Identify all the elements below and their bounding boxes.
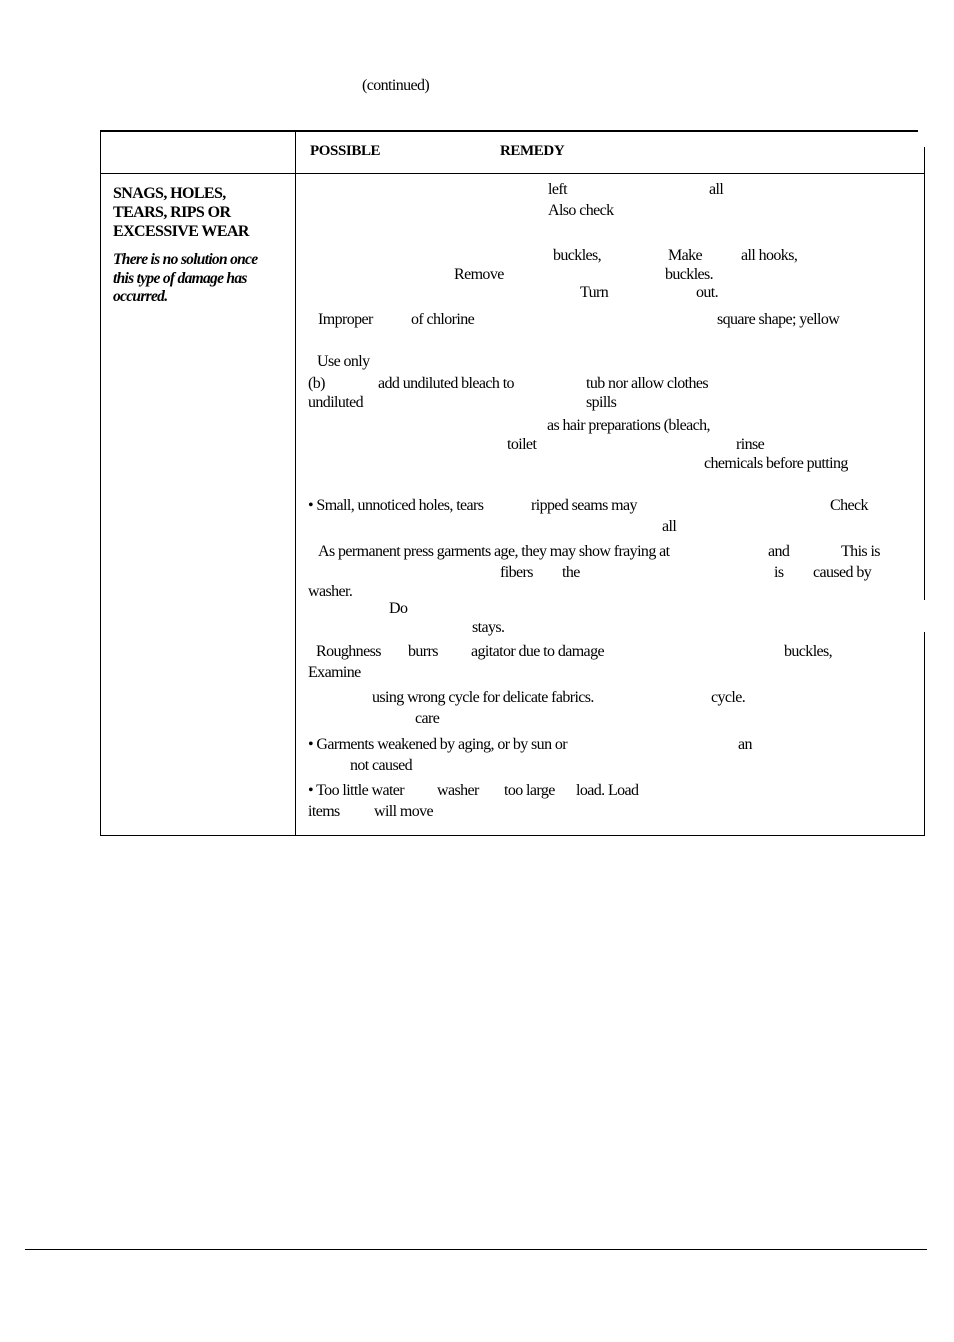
remedy-text-fragment: spills — [586, 394, 617, 411]
remedy-text-fragment: buckles, — [784, 643, 833, 660]
remedy-text-fragment: Also check — [548, 202, 614, 219]
remedy-text-fragment: washer. — [308, 583, 353, 600]
remedy-text-fragment: undiluted — [308, 394, 364, 411]
remedy-text-fragment: rinse — [736, 436, 765, 453]
remedy-text-fragment: too large — [504, 782, 555, 799]
remedy-text-fragment: an — [738, 736, 752, 753]
remedy-text-fragment: • Garments weakened by aging, or by sun or — [308, 736, 567, 753]
remedy-text-fragment: Remove — [454, 266, 504, 283]
problem-title: SNAGS, HOLES, — [113, 185, 226, 202]
remedy-text-fragment: caused by — [813, 564, 872, 581]
problem-title: TEARS, RIPS OR — [113, 204, 231, 221]
remedy-text-fragment: toilet — [507, 436, 537, 453]
remedy-text-fragment: not caused — [350, 757, 412, 774]
remedy-text-fragment: chemicals before putting — [704, 455, 848, 472]
table-bottom-rule — [100, 835, 925, 836]
remedy-text-fragment: washer — [437, 782, 479, 799]
header-remedy: REMEDY — [500, 143, 565, 159]
remedy-text-fragment: fibers — [500, 564, 533, 581]
remedy-text-fragment: Roughness — [316, 643, 381, 660]
remedy-text-fragment: Make — [668, 247, 703, 264]
remedy-text-fragment: Turn — [580, 284, 609, 301]
remedy-text-fragment: Use only — [317, 353, 370, 370]
table-right-border-lower — [924, 632, 925, 836]
remedy-text-fragment: tub nor allow clothes — [586, 375, 709, 392]
remedy-text-fragment: load. Load — [576, 782, 639, 799]
remedy-text-fragment: This is — [841, 543, 880, 560]
remedy-text-fragment: and — [768, 543, 790, 560]
table-right-border — [924, 147, 925, 600]
remedy-text-fragment: out. — [696, 284, 719, 301]
remedy-text-fragment: left — [548, 181, 567, 198]
remedy-text-fragment: • Small, unnoticed holes, tears — [308, 497, 484, 514]
problem-note: occurred. — [113, 288, 168, 305]
problem-title: EXCESSIVE WEAR — [113, 223, 249, 240]
remedy-text-fragment: ripped seams may — [531, 497, 637, 514]
problem-note: this type of damage has — [113, 270, 247, 287]
remedy-text-fragment: Examine — [308, 664, 361, 681]
remedy-text-fragment: stays. — [472, 619, 505, 636]
remedy-text-fragment: items — [308, 803, 340, 820]
remedy-text-fragment: burrs — [408, 643, 438, 660]
remedy-text-fragment: all — [709, 181, 724, 198]
table-top-rule — [100, 130, 918, 132]
remedy-text-fragment: agitator due to damage — [471, 643, 604, 660]
remedy-text-fragment: all hooks, — [741, 247, 798, 264]
remedy-text-fragment: Check — [830, 497, 868, 514]
header-possible: POSSIBLE — [310, 143, 381, 159]
remedy-text-fragment: of chlorine — [411, 311, 475, 328]
remedy-text-fragment: As permanent press garments age, they may show fraying at — [318, 543, 670, 560]
remedy-text-fragment: the — [562, 564, 580, 581]
problem-note: There is no solution once — [113, 251, 258, 268]
remedy-text-fragment: using wrong cycle for delicate fabrics. — [372, 689, 594, 706]
remedy-text-fragment: square shape; yellow — [717, 311, 840, 328]
remedy-text-fragment: buckles. — [665, 266, 714, 283]
remedy-text-fragment: Improper — [318, 311, 373, 328]
remedy-text-fragment: Do — [389, 600, 408, 617]
remedy-text-fragment: will move — [374, 803, 434, 820]
table-column-divider — [295, 131, 296, 836]
table-header-rule — [100, 173, 925, 174]
remedy-text-fragment: cycle. — [711, 689, 746, 706]
remedy-text-fragment: buckles, — [553, 247, 602, 264]
remedy-text-fragment: as hair preparations (bleach, — [547, 417, 710, 434]
remedy-text-fragment: is — [774, 564, 784, 581]
remedy-text-fragment: add undiluted bleach to — [378, 375, 514, 392]
remedy-text-fragment: (b) — [308, 375, 325, 392]
footer-rule — [25, 1249, 927, 1250]
remedy-text-fragment: all — [662, 518, 677, 535]
table-left-border — [100, 131, 101, 836]
continued-label: (continued) — [362, 77, 430, 94]
remedy-text-fragment: care — [415, 710, 440, 727]
remedy-text-fragment: • Too little water — [308, 782, 405, 799]
